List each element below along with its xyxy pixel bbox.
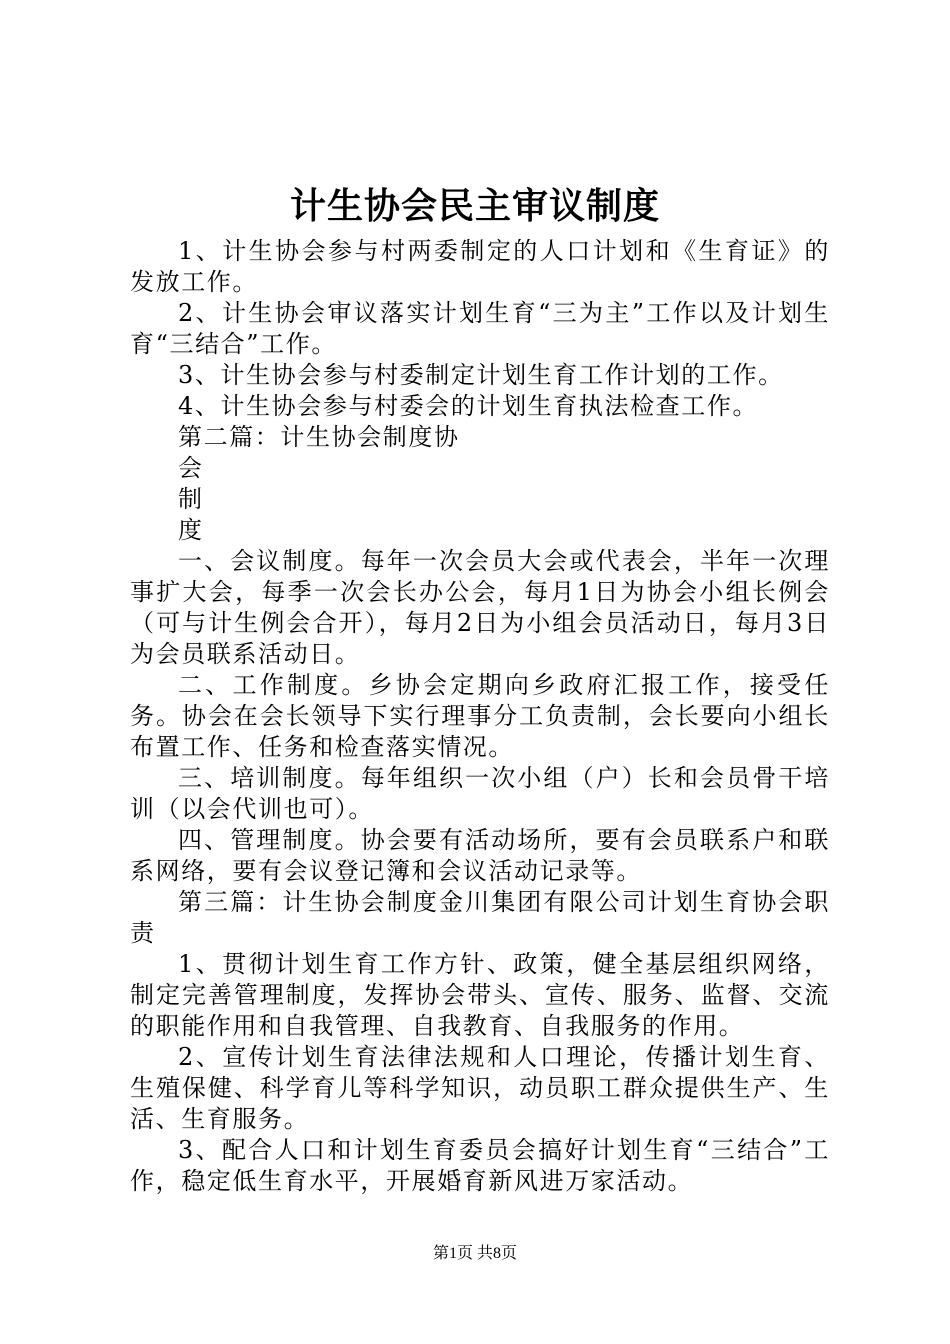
heading-fragment-2: 制 <box>178 485 204 513</box>
document-body <box>130 236 830 1197</box>
section-heading-2: 第二篇：计生协会制度协 <box>178 423 460 451</box>
paragraph-work-system: 二、工作制度。乡协会定期向乡政府汇报工作，接受任务。协会在会长领导下实行理事分工负责制，会长要向小组长布置工作、任务和检查落实情况。 <box>130 671 830 761</box>
paragraph-1: 1、计生协会参与村两委制定的人口计划和《生育证》的发放工作。 <box>130 237 830 296</box>
paragraph-4: 4、计生协会参与村委会的计划生育执法检查工作。 <box>178 392 759 420</box>
heading-fragment-3: 度 <box>178 516 204 544</box>
paragraph-duty-1: 1、贯彻计划生育工作方针、政策，健全基层组织网络，制定完善管理制度，发挥协会带头、宣传、服务、监督、交流的职能作用和自我管理、自我教育、自我服务的作用。 <box>130 950 830 1040</box>
heading-fragment-1: 会 <box>178 454 204 482</box>
paragraph-training-system: 三、培训制度。每年组织一次小组（户）长和会员骨干培训（以会代训也可）。 <box>130 764 830 823</box>
paragraph-duty-3: 3、配合人口和计划生育委员会搞好计划生育“三结合”工作，稳定低生育水平，开展婚育新风进万家活动。 <box>130 1136 830 1195</box>
paragraph-duty-2: 2、宣传计划生育法律法规和人口理论，传播计划生育、生殖保健、科学育儿等科学知识，动员职工群众提供生产、生活、生育服务。 <box>130 1043 830 1133</box>
section-heading-3: 第三篇：计生协会制度金川集团有限公司计划生育协会职责 <box>130 888 830 947</box>
paragraph-3: 3、计生协会参与村委制定计划生育工作计划的工作。 <box>178 361 784 389</box>
page-footer: 第1页 共8页 <box>432 1245 517 1262</box>
paragraph-meeting-system: 一、会议制度。每年一次会员大会或代表会，半年一次理事扩大会，每季一次会长办公会，每月1日为协会小组长例会（可与计生例会合开），每月2日为小组会员活动日，每月3日为会员联系活动日。 <box>130 547 830 668</box>
paragraph-2: 2、计生协会审议落实计划生育“三为主”工作以及计划生育“三结合”工作。 <box>130 299 830 358</box>
document-title: 计生协会民主审议制度 <box>289 186 660 227</box>
paragraph-management-system: 四、管理制度。协会要有活动场所，要有会员联系户和联系网络，要有会议登记簿和会议活动记录等。 <box>130 826 830 885</box>
